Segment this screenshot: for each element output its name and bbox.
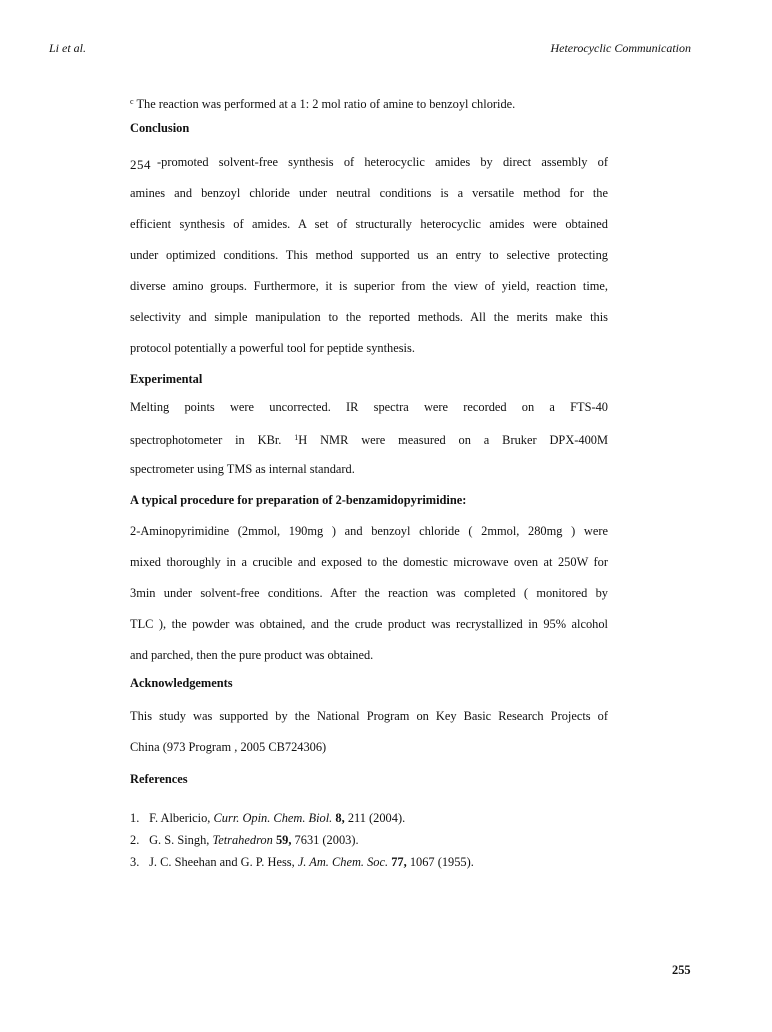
conclusion-line-6: selectivity and simple manipulation to the reported methods. All the merits make this: [130, 310, 608, 324]
conclusion-line-4: under optimized conditions. This method supported us an entry to selective protecting: [130, 248, 608, 262]
conclusion-line-7: protocol potentially a powerful tool for peptide synthesis.: [130, 341, 415, 355]
compound-number: 254: [130, 157, 151, 172]
references-list: [130, 809, 608, 875]
procedure-line-3: 3min under solvent-free conditions. After the reaction was completed ( monitored by: [130, 586, 608, 600]
page-number: 255: [672, 963, 691, 977]
procedure-heading: A typical procedure for preparation of 2-benzamidopyrimidine:: [130, 493, 467, 507]
conclusion-line-2: amines and benzoyl chloride under neutral conditions is a versatile method for the: [130, 186, 608, 200]
experimental-line-2: spectrophotometer in KBr. $^1$H NMR were measured on a Bruker DPX-400M: [130, 433, 608, 447]
conclusion-line-5: diverse amino groups. Furthermore, it is superior from the view of yield, reaction time,: [130, 279, 608, 293]
reference-item: 1. F. Albericio, Curr. Opin. Chem. Biol. 8, 211 (2004).: [130, 811, 406, 825]
experimental-heading: Experimental: [130, 372, 203, 386]
page-body: [130, 92, 608, 875]
footnote-mark: c: [130, 97, 134, 106]
conclusion-line-1: 254 -promoted solvent-free synthesis of heterocyclic amides by direct assembly of: [130, 155, 608, 172]
acknowledgements-heading: Acknowledgements: [130, 676, 233, 690]
experimental-line-1: Melting points were uncorrected. IR spectra were recorded on a FTS-40: [130, 400, 608, 414]
references-heading: References: [130, 772, 188, 786]
procedure-line-5: and parched, then the pure product was obtained.: [130, 648, 374, 662]
conclusion-line-3: efficient synthesis of amides. A set of structurally heterocyclic amides were obtained: [130, 217, 608, 231]
experimental-line-3: spectrometer using TMS as internal standard.: [130, 462, 355, 476]
table-footnote: [130, 92, 608, 118]
acknowledgements-line-2: China (973 Program , 2005 CB724306): [130, 740, 327, 754]
procedure-line-2: mixed thoroughly in a crucible and exposed to the domestic microwave oven at 250W for: [130, 555, 608, 569]
reference-item: 3. J. C. Sheehan and G. P. Hess, J. Am. Chem. Soc. 77, 1067 (1955).: [130, 855, 474, 869]
footnote-text: The reaction was performed at a 1: 2 mol ratio of amine to benzoyl chloride.: [136, 97, 516, 111]
acknowledgements-line-1: This study was supported by the National Program on Key Basic Research Projects of: [130, 709, 608, 723]
running-header-right: Heterocyclic Communication: [550, 41, 691, 55]
conclusion-heading: Conclusion: [130, 121, 190, 135]
running-header-left: Li et al.: [49, 41, 87, 55]
reference-item: 2. G. S. Singh, Tetrahedron 59, 7631 (2003).: [130, 833, 359, 847]
procedure-line-4: TLC ), the powder was obtained, and the crude product was recrystallized in 95% alcohol: [130, 617, 608, 631]
procedure-line-1: 2-Aminopyrimidine (2mmol, 190mg ) and benzoyl chloride ( 2mmol, 280mg ) were: [130, 524, 608, 538]
